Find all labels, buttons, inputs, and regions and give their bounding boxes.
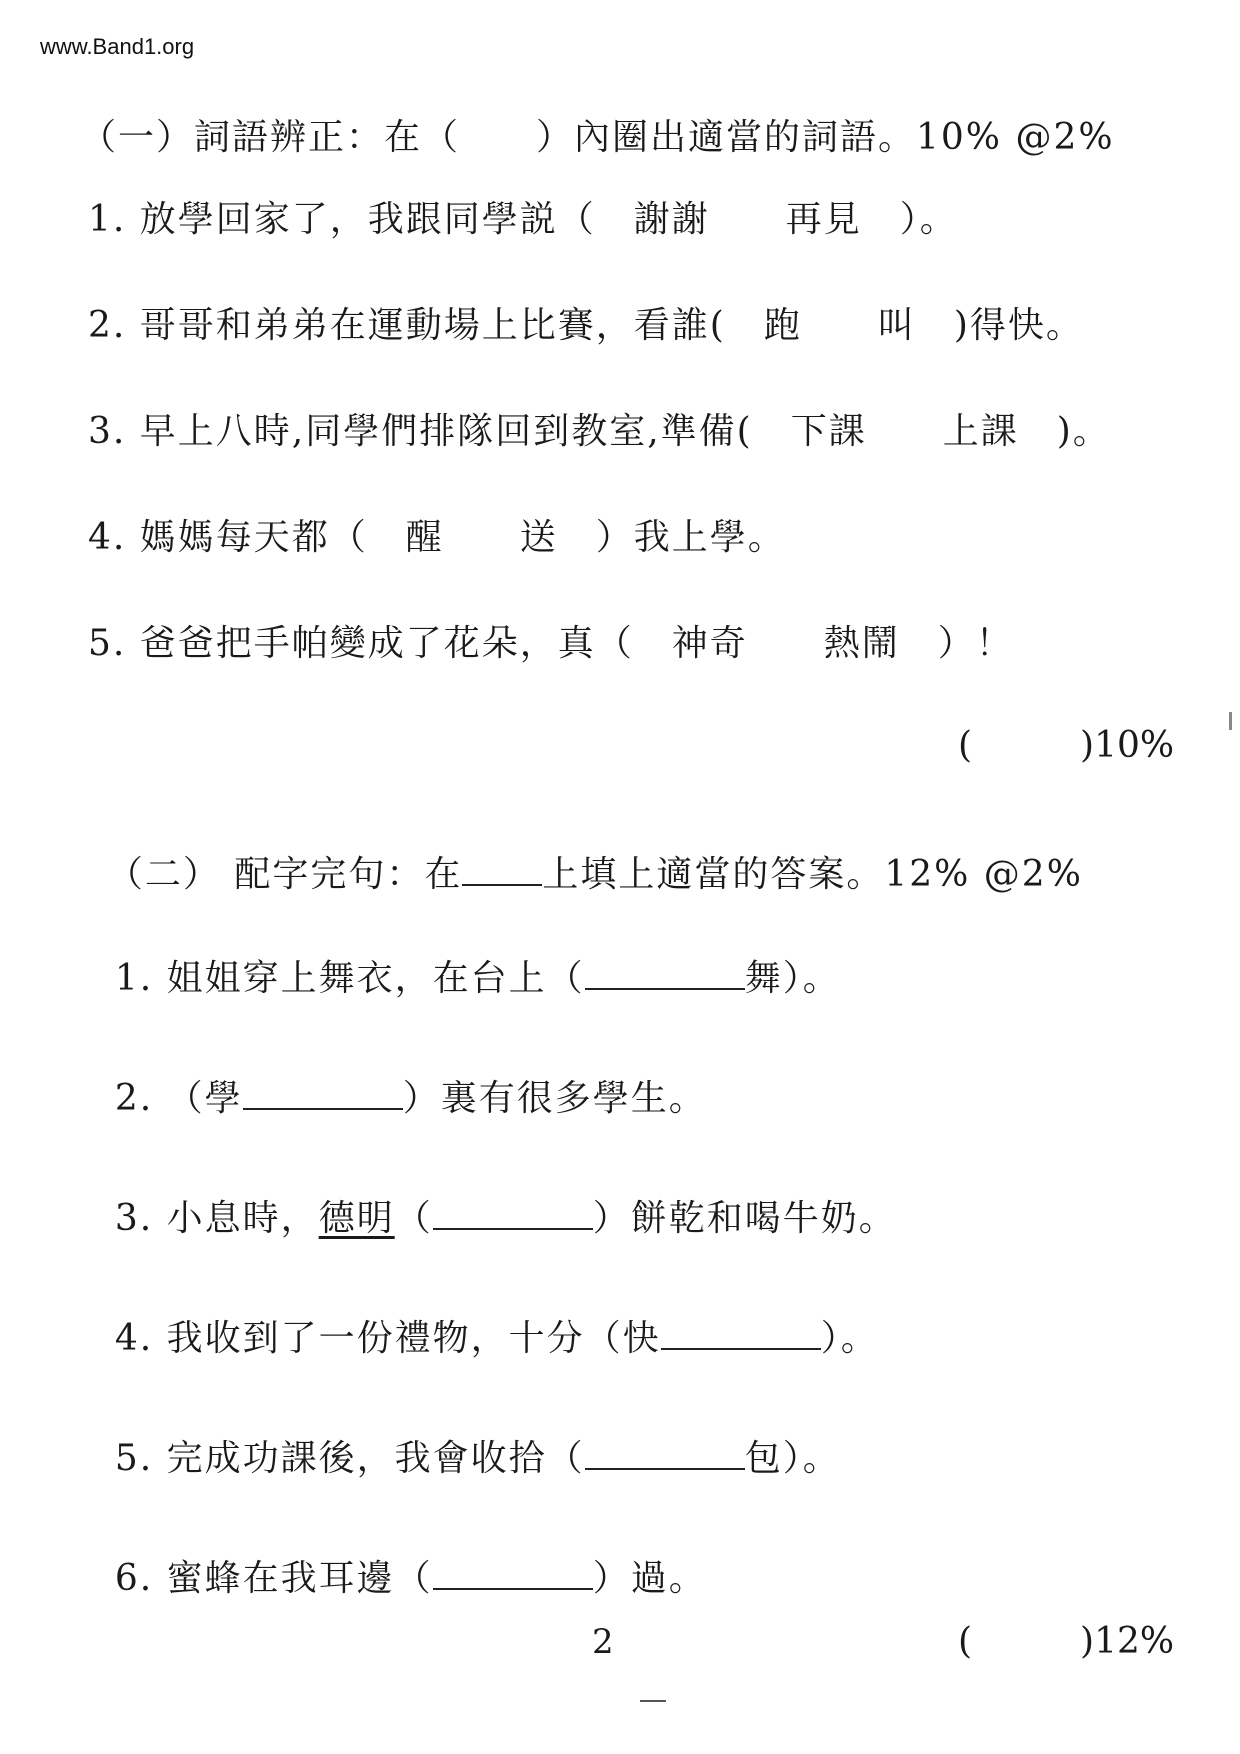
title-blank	[462, 852, 542, 886]
section2-item-6	[88, 1512, 707, 1601]
q1-answer-blank[interactable]	[585, 956, 745, 990]
section2-title	[80, 808, 1083, 897]
q1-text-end: 舞）。	[744, 958, 841, 999]
section1-item-5: 5. 爸爸把手帕變成了花朵，真（ 神奇 熱鬧 ）！	[88, 623, 1014, 664]
section1-item-4: 4. 媽媽每天都（ 醒 送 ）我上學。	[88, 517, 786, 558]
section1-item-1: 1. 放學回家了，我跟同學説（ 謝謝 再見 ）。	[88, 199, 958, 240]
q5-text-end: 包）。	[744, 1438, 841, 1479]
section2-item-1	[88, 912, 841, 1001]
section1-item-3: 3. 早上八時,同學們排隊回到教室,準備( 下課 上課 )。	[88, 411, 1111, 452]
q2-answer-blank[interactable]	[243, 1076, 403, 1110]
q1-text: 1. 姐姐穿上舞衣，在台上（	[114, 958, 585, 999]
section2-item-4	[88, 1272, 879, 1361]
section1-score-box: ( )10%	[958, 725, 1175, 766]
bottom-dash-mark	[640, 1700, 666, 1702]
q4-answer-blank[interactable]	[661, 1316, 821, 1350]
site-watermark: www.Band1.org	[40, 34, 195, 59]
section2-title-pre: （二） 配字完句：在	[106, 854, 463, 895]
q3-text: 3. 小息時，	[114, 1198, 319, 1239]
section2-item-5	[88, 1392, 841, 1481]
section2-item-3	[88, 1152, 897, 1241]
section1-title: （一）詞語辨正：在（ ）內圈出適當的詞語。10% @2%	[80, 117, 1115, 158]
q2-text-end: ）裏有很多學生。	[402, 1078, 707, 1119]
q6-text-end: ）過。	[592, 1558, 707, 1599]
scan-edge-mark	[1229, 712, 1232, 730]
q5-text: 5. 完成功課後，我會收拾（	[114, 1438, 585, 1479]
page-number: 2	[592, 1622, 614, 1662]
q3-text-end: ）餅乾和喝牛奶。	[592, 1198, 897, 1239]
q4-text-end: ）。	[820, 1318, 879, 1359]
section1-item-2: 2. 哥哥和弟弟在運動場上比賽，看誰( 跑 叫 )得快。	[88, 305, 1084, 346]
q6-text: 6. 蜜蜂在我耳邊（	[114, 1558, 433, 1599]
q2-text: 2. （學	[114, 1078, 243, 1119]
q3-text-mid: （	[394, 1198, 433, 1239]
q3-answer-blank[interactable]	[433, 1196, 593, 1230]
section2-score-box: ( )12%	[958, 1621, 1175, 1662]
section2-item-2	[88, 1032, 707, 1121]
q4-text: 4. 我收到了一份禮物，十分（快	[114, 1318, 661, 1359]
section2-title-post: 上填上適當的答案。12% @2%	[542, 854, 1083, 895]
q6-answer-blank[interactable]	[433, 1556, 593, 1590]
q3-proper-name: 德明	[318, 1198, 395, 1239]
q5-answer-blank[interactable]	[585, 1436, 745, 1470]
